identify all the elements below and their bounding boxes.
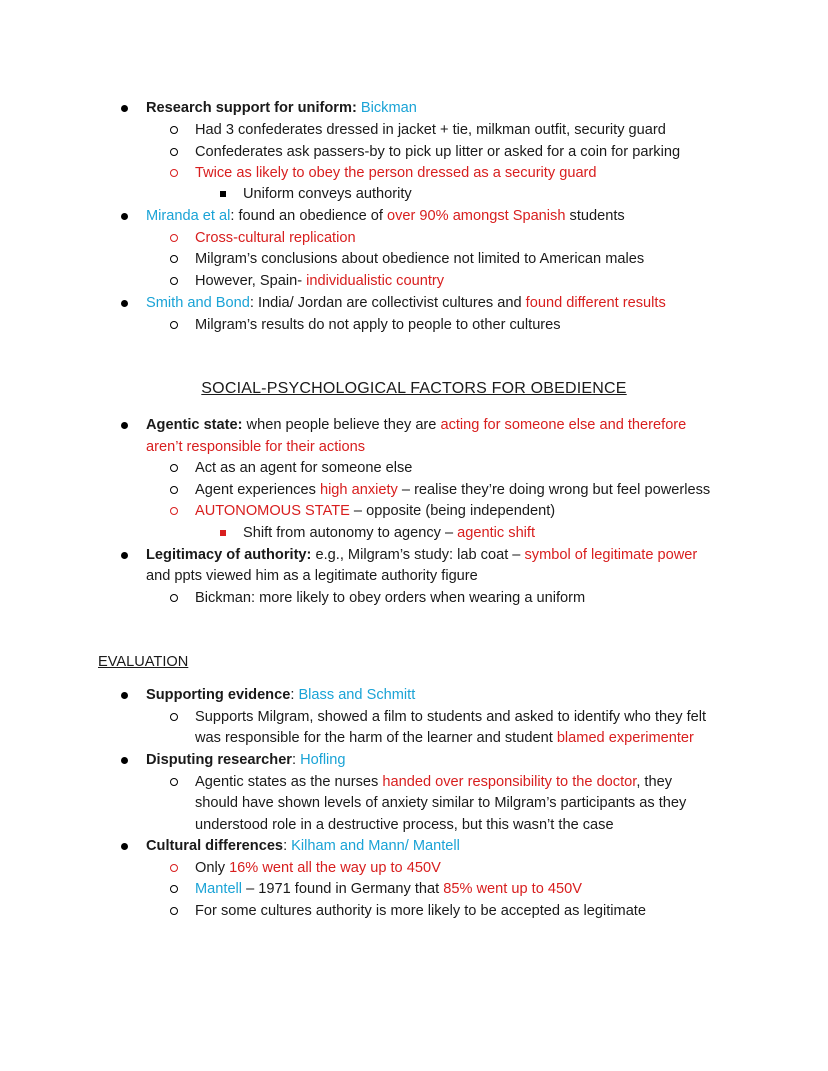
sub-item-continuation — [0, 793, 828, 813]
bullet-circle-icon — [170, 277, 178, 285]
bullet-circle-icon — [170, 234, 178, 242]
item-text: : — [283, 838, 292, 854]
item-text: e.g., Milgram’s study: lab coat – — [311, 547, 525, 563]
sub-item-text: However, Spain- — [195, 273, 307, 289]
bullet-circle-icon — [170, 255, 178, 263]
item-label: Supporting evidence — [146, 687, 291, 703]
sub-item-text: – 1971 found in Germany that — [242, 881, 444, 897]
item-text: students — [565, 208, 625, 224]
bullet-item-agentic-state — [0, 415, 828, 435]
reference-name: Miranda et al — [146, 208, 231, 224]
bullet-circle-icon — [170, 907, 178, 915]
bullet-item-research-support — [0, 98, 828, 118]
sub-sub-item — [0, 523, 828, 543]
sub-item-text: was responsible for the harm of the learner and student — [195, 730, 557, 746]
bullet-circle-icon — [170, 321, 178, 329]
bullet-item-legitimacy — [0, 545, 828, 565]
sub-item-text: Cross-cultural replication — [195, 230, 356, 246]
bullet-dot-icon — [121, 757, 128, 764]
sub-item — [0, 901, 828, 921]
highlight-text: handed over responsibility to the doctor — [382, 774, 637, 790]
sub-item-text: Bickman: more likely to obey orders when wearing a uniform — [195, 590, 586, 606]
bullet-circle-icon — [170, 713, 178, 721]
highlight-text: individualistic country — [306, 273, 445, 289]
sub-item-continuation — [0, 815, 828, 835]
bullet-dot-icon — [121, 552, 128, 559]
sub-item — [0, 271, 828, 291]
item-label: Legitimacy of authority: — [146, 547, 312, 563]
sub-item-text: Confederates ask passers-by to pick up litter or asked for a coin for parking — [195, 144, 681, 160]
highlight-text: aren’t responsible for their actions — [146, 439, 366, 455]
sub-item — [0, 501, 828, 521]
bullet-square-icon — [220, 530, 226, 536]
bullet-circle-icon — [170, 169, 178, 177]
sub-item — [0, 858, 828, 878]
reference-name: Kilham and Mann/ Mantell — [291, 838, 460, 854]
bullet-item-disputing-researcher — [0, 750, 828, 770]
sub-item-text: Supports Milgram, showed a film to students and asked to identify who they felt — [195, 709, 707, 725]
item-label: Disputing researcher — [146, 752, 292, 768]
item-continuation — [0, 437, 828, 457]
item-label: Agentic state: — [146, 417, 243, 433]
sub-item-text: Act as an agent for someone else — [195, 460, 413, 476]
section-heading: SOCIAL-PSYCHOLOGICAL FACTORS FOR OBEDIENCE — [201, 380, 627, 397]
bullet-dot-icon — [121, 422, 128, 429]
sub-item-text: For some cultures authority is more likely to be accepted as legitimate — [195, 903, 646, 919]
reference-name: Blass and Schmitt — [298, 687, 416, 703]
highlight-text: blamed experimenter — [556, 730, 694, 746]
highlight-text: over 90% amongst Spanish — [386, 208, 566, 224]
bullet-circle-icon — [170, 464, 178, 472]
highlight-text: acting for someone else and therefore — [440, 417, 687, 433]
bullet-circle-icon — [170, 148, 178, 156]
highlight-text: 85% went up to 450V — [443, 881, 582, 897]
item-text: : — [290, 687, 299, 703]
sub-item-text: Milgram’s results do not apply to people to other cultures — [195, 317, 561, 333]
item-label: Cultural differences — [146, 838, 284, 854]
highlight-text: found different results — [525, 295, 666, 311]
sub-item-text: Agentic states as the nurses — [195, 774, 383, 790]
sub-item — [0, 142, 828, 162]
sub-sub-item — [0, 184, 828, 204]
sub-item — [0, 772, 828, 792]
sub-item — [0, 163, 828, 183]
evaluation-heading: EVALUATION — [98, 654, 189, 670]
highlight-text: agentic shift — [457, 525, 536, 541]
sub-sub-item-text: Uniform conveys authority — [243, 186, 412, 202]
sub-item — [0, 879, 828, 899]
sub-item-text: – realise they’re doing wrong but feel powerless — [397, 482, 711, 498]
item-text: : found an obedience of — [230, 208, 387, 224]
bullet-item-miranda — [0, 206, 828, 226]
reference-name: Hofling — [300, 752, 346, 768]
bullet-item-supporting-evidence — [0, 685, 828, 705]
reference-name: Mantell — [195, 881, 243, 897]
highlight-text: high anxiety — [319, 482, 398, 498]
sub-item-text: – opposite (being independent) — [349, 503, 556, 519]
sub-sub-item-text: Shift from autonomy to agency – — [243, 525, 458, 541]
bullet-square-icon — [220, 191, 226, 197]
sub-item-text: Milgram’s conclusions about obedience not limited to American males — [195, 251, 645, 267]
sub-item — [0, 315, 828, 335]
item-text: and ppts viewed him as a legitimate authority figure — [146, 568, 478, 584]
item-label: Research support for uniform: — [146, 100, 357, 116]
bullet-circle-icon — [170, 486, 178, 494]
bullet-circle-icon — [170, 594, 178, 602]
bullet-circle-icon — [170, 885, 178, 893]
highlight-text: symbol of legitimate power — [524, 547, 698, 563]
sub-item — [0, 249, 828, 269]
item-continuation — [0, 566, 828, 586]
bullet-circle-icon — [170, 126, 178, 134]
sub-item-text: Agent experiences — [195, 482, 320, 498]
highlight-text: AUTONOMOUS STATE — [195, 503, 350, 519]
bullet-dot-icon — [121, 843, 128, 850]
sub-item-text: understood role in a destructive process, but this wasn’t the case — [195, 817, 614, 833]
sub-item-text: should have shown levels of anxiety similar to Milgram’s participants as they — [195, 795, 687, 811]
sub-item-text: , they — [636, 774, 673, 790]
bullet-item-smith-bond — [0, 293, 828, 313]
item-text: : — [292, 752, 301, 768]
reference-name: Bickman — [360, 100, 417, 116]
sub-item — [0, 588, 828, 608]
bullet-dot-icon — [121, 300, 128, 307]
sub-item-text: Had 3 confederates dressed in jacket + tie, milkman outfit, security guard — [195, 122, 666, 138]
highlight-text: 16% went all the way up to 450V — [229, 860, 441, 876]
bullet-circle-icon — [170, 864, 178, 872]
sub-item — [0, 707, 828, 727]
item-text: : India/ Jordan are collectivist cultures and — [249, 295, 526, 311]
sub-item-continuation — [0, 728, 828, 748]
sub-item-text: Only — [195, 860, 230, 876]
item-text: when people believe they are — [242, 417, 441, 433]
bullet-dot-icon — [121, 105, 128, 112]
bullet-dot-icon — [121, 213, 128, 220]
sub-item — [0, 120, 828, 140]
bullet-circle-icon — [170, 778, 178, 786]
reference-name: Smith and Bond — [146, 295, 250, 311]
sub-item — [0, 480, 828, 500]
bullet-dot-icon — [121, 692, 128, 699]
bullet-item-cultural-differences — [0, 836, 828, 856]
sub-item — [0, 228, 828, 248]
bullet-circle-icon — [170, 507, 178, 515]
sub-item — [0, 458, 828, 478]
sub-item-text: Twice as likely to obey the person dressed as a security guard — [195, 165, 597, 181]
